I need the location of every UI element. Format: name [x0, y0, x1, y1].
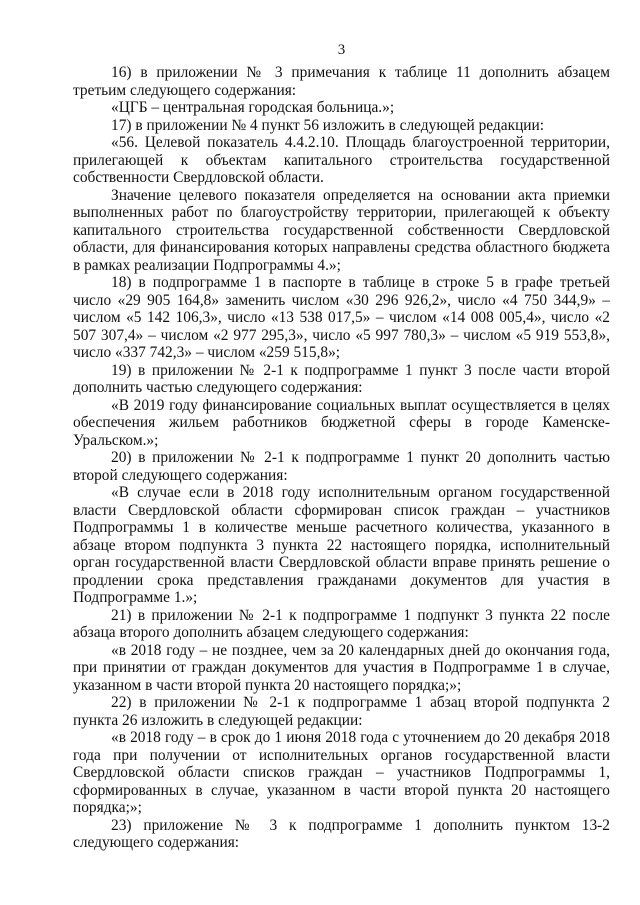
paragraph-16-quote: «ЦГБ – центральная городская больница.»; — [111, 99, 395, 116]
paragraph-18: 18) в подпрограмме 1 в паспорте в таблице в строке 5 в графе третьей число «29 905 164,8» заменить числом «30 296 926,2», число «4 750 344,9» – числом «5 142 106,3», число «13 538 017,5» – числом «14 008 005,4», число «2 507 307,4» – числом «2 977 295,3», число «5 997 780,3» – числом «5 919 553,8», число «337 742,3» – числом «259 515,8»; — [73, 274, 610, 361]
paragraph-20: 20) в приложении № 2-1 к подпрограмме 1 пункт 20 дополнить частью второй следующего содержания: — [73, 449, 610, 484]
paragraph-21-quote: «в 2018 году – не позднее, чем за 20 календарных дней до окончания года, при принятии от граждан документов для участия в Подпрограмме 1 в случае, указанном в части второй пункта 20 настоящего порядка;»; — [73, 641, 610, 694]
paragraph-22-quote: «в 2018 году – в срок до 1 июня 2018 года с уточнением до 20 декабря 2018 года при получении от исполнительных органов государственной власти Свердловской области списков граждан – участников Подпрограммы 1, сформированных в случае, указанном в части второй пункта 20 настоящего порядка;»; — [73, 729, 610, 816]
paragraph-21: 21) в приложении № 2-1 к подпрограмме 1 подпункт 3 пункта 22 после абзаца второго дополнить абзацем следующего содержания: — [73, 606, 610, 641]
paragraph-20-quote: «В случае если в 2018 году исполнительным органом государственной власти Свердловской области сформирован список граждан – участников Подпрограммы 1 в количестве меньше расчетного количества, указанного в абзаце втором подпункта 3 пункта 22 настоящего порядка, исполнительный орган государственной власти Свердловской области вправе принять решение о продлении срока представления гражданами документов для участия в Подпрограмме 1.»; — [73, 484, 610, 606]
paragraph-23: 23) приложение № 3 к подпрограмме 1 дополнить пунктом 13-2 следующего содержания: — [73, 816, 610, 851]
paragraph-17-quote: «56. Целевой показатель 4.4.2.10. Площадь благоустроенной территории, прилегающей к объектам капитального строительства государственной собственности Свердловской области. — [73, 134, 610, 186]
document-body — [73, 64, 610, 852]
paragraph-16: 16) в приложении № 3 примечания к таблице 11 дополнить абзацем третьим следующего содержания: — [73, 64, 610, 99]
paragraph-22: 22) в приложении № 2-1 к подпрограмме 1 абзац второй подпункта 2 пункта 26 изложить в следующей редакции: — [73, 694, 610, 729]
paragraph-17: 17) в приложении № 4 пункт 56 изложить в следующей редакции: — [111, 116, 545, 134]
paragraph-17-quote-cont: Значение целевого показателя определяется на основании акта приемки выполненных работ по благоустройству территории, прилегающей к объекту капитального строительства государственной собственности Свердловской области, для финансирования которых направлены средства областного бюджета в рамках реализации Подпрограммы 4.»; — [73, 186, 610, 274]
paragraph-19-quote: «В 2019 году финансирование социальных выплат осуществляется в целях обеспечения жильем работников бюджетной сферы в городе Каменске-Уральском.»; — [73, 396, 610, 449]
document-page — [73, 0, 610, 905]
page-number: 3 — [337, 42, 346, 58]
paragraph-19: 19) в приложении № 2-1 к подпрограмме 1 пункт 3 после части второй дополнить частью следующего содержания: — [73, 361, 610, 396]
